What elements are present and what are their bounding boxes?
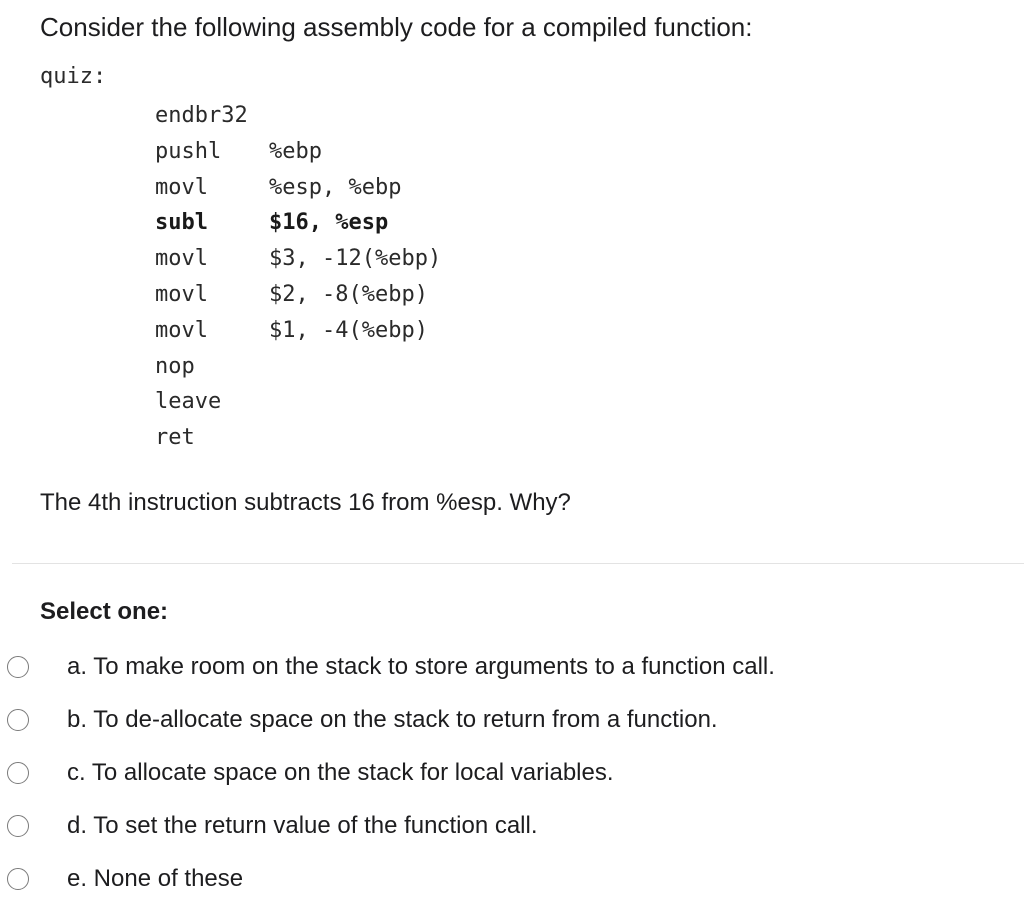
code-opcode: pushl: [155, 138, 222, 164]
answer-option-e[interactable]: [0, 852, 1024, 905]
radio-button-icon[interactable]: [7, 709, 29, 731]
code-opcode: ret: [155, 425, 195, 451]
radio-button-icon[interactable]: [7, 868, 29, 890]
answer-options: [0, 640, 1024, 905]
code-opcode: movl: [155, 281, 208, 307]
radio-button-icon[interactable]: [7, 762, 29, 784]
code-opcode: nop: [155, 353, 195, 379]
code-line: [155, 98, 441, 134]
radio-button-icon[interactable]: [7, 815, 29, 837]
code-line-highlighted: [155, 205, 441, 241]
question-intro: Consider the following assembly code for a compiled function:: [40, 12, 753, 42]
code-line: [155, 349, 441, 385]
code-line: [155, 170, 441, 206]
code-opcode: movl: [155, 174, 208, 200]
answer-option-label[interactable]: a. To make room on the stack to store arguments to a function call.: [67, 652, 775, 680]
code-operands: $2, -8(%ebp): [269, 281, 428, 307]
code-operands: $1, -4(%ebp): [269, 317, 428, 343]
code-operands: %esp, %ebp: [269, 174, 402, 200]
code-line: [155, 384, 441, 420]
answer-option-label[interactable]: b. To de-allocate space on the stack to return from a function.: [67, 705, 718, 733]
code-label: quiz:: [40, 64, 107, 89]
code-line: [155, 420, 441, 456]
code-opcode: endbr32: [155, 103, 248, 128]
code-line: [155, 134, 441, 170]
code-operands: $3, -12(%ebp): [269, 246, 442, 272]
question-prompt: The 4th instruction subtracts 16 from %esp. Why?: [40, 489, 571, 516]
code-opcode: movl: [155, 246, 208, 272]
assembly-code-block: [155, 98, 441, 456]
code-opcode: leave: [155, 389, 222, 415]
answer-option-c[interactable]: [0, 746, 1024, 799]
answer-option-label[interactable]: e. None of these: [67, 864, 244, 892]
answer-option-label[interactable]: d. To set the return value of the function call.: [67, 811, 538, 839]
code-line: [155, 277, 441, 313]
code-operands: $16, %esp: [269, 210, 389, 236]
code-operands: %ebp: [269, 138, 322, 164]
code-opcode: movl: [155, 317, 208, 343]
answer-option-label[interactable]: c. To allocate space on the stack for local variables.: [67, 758, 614, 786]
code-line: [155, 313, 441, 349]
code-line: [155, 241, 441, 277]
code-opcode: subl: [155, 210, 208, 236]
answer-option-a[interactable]: [0, 640, 1024, 693]
radio-button-icon[interactable]: [7, 656, 29, 678]
answer-option-b[interactable]: [0, 693, 1024, 746]
section-divider: [12, 563, 1024, 564]
select-one-label: Select one:: [40, 598, 169, 625]
answer-option-d[interactable]: [0, 799, 1024, 852]
